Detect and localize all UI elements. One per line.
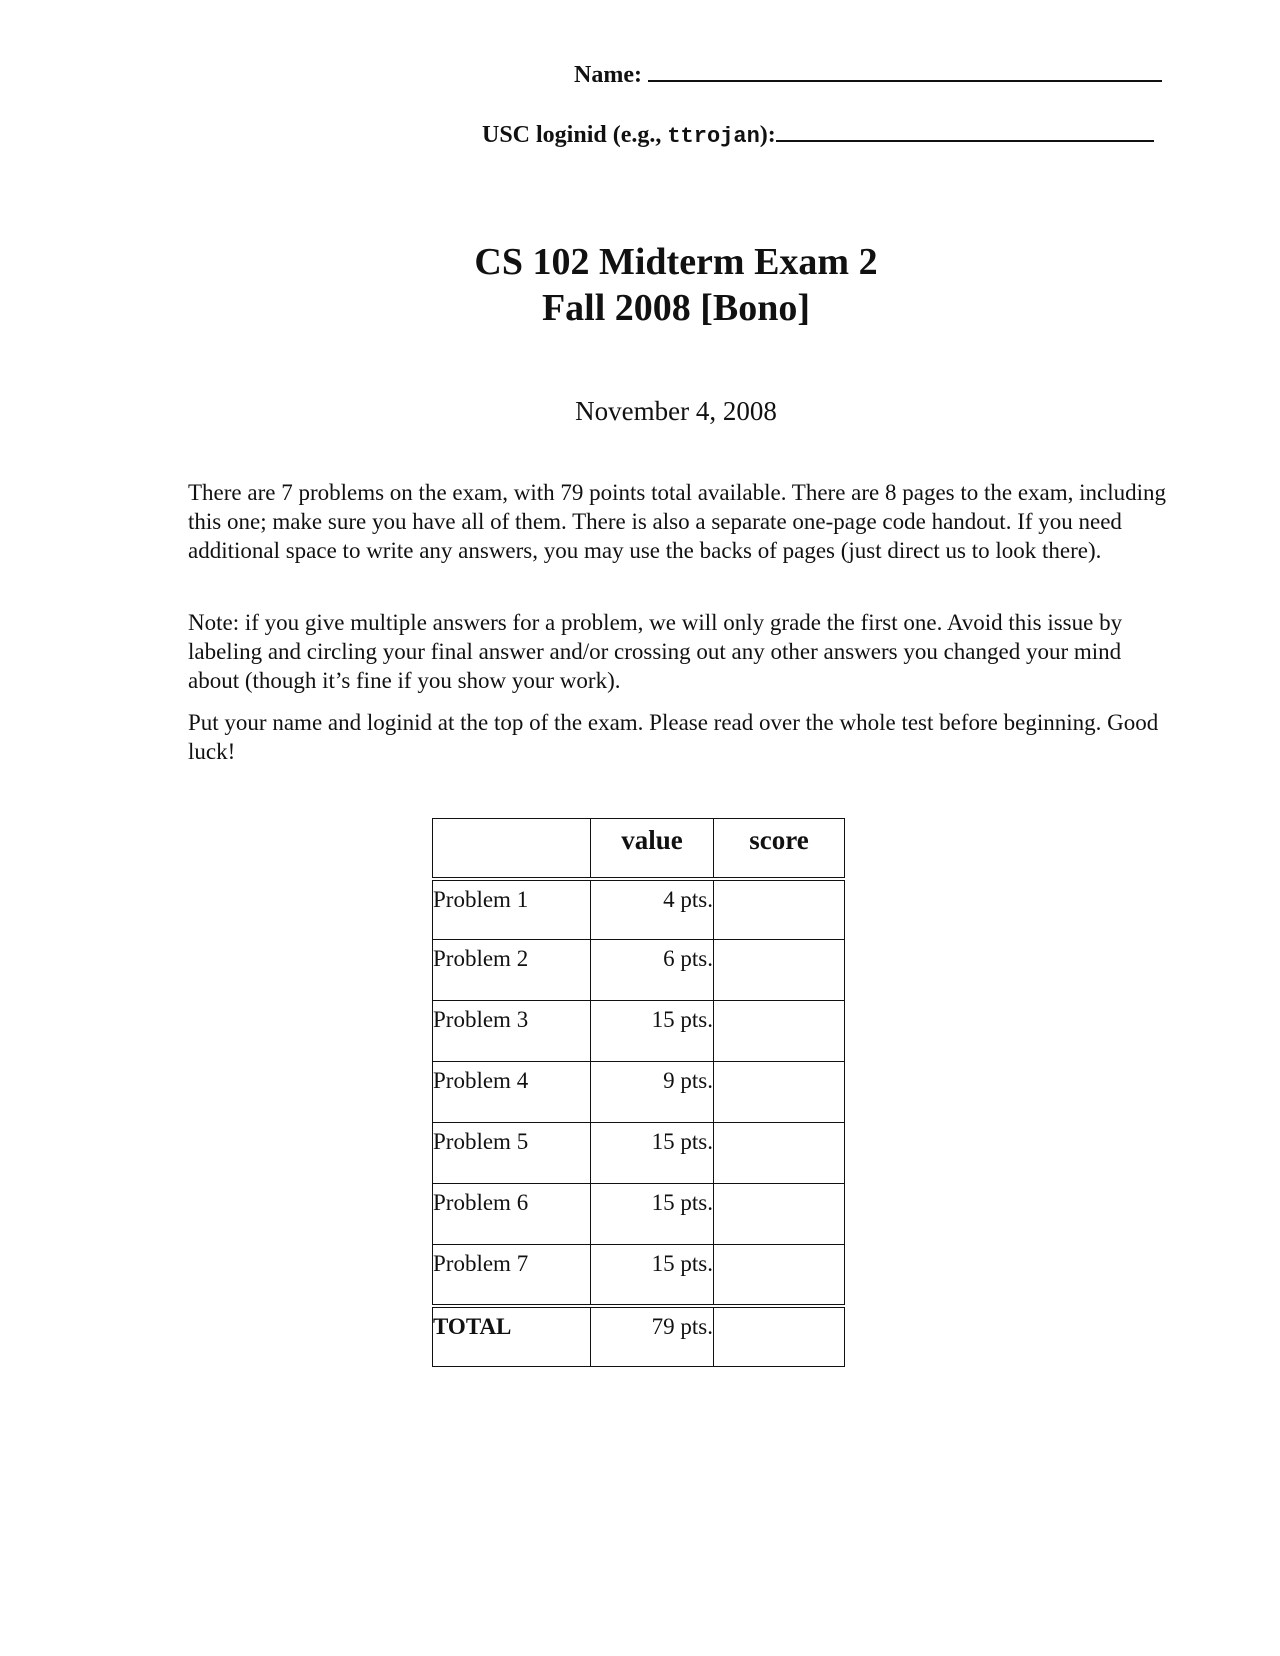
- instructions-paragraph: Note: if you give multiple answers for a problem, we will only grade the first one. Avoid this issue by labeling and circling your final answer and/or crossing out any other answers you changed your mind about (though it’s fine if you show your work).: [188, 610, 1123, 693]
- instructions-paragraph: There are 7 problems on the exam, with 79 points total available. There are 8 pages to the exam, including this one; make sure you have all of them. There is also a separate one-page code handout. If you need additional space to write any answers, you may use the backs of pages (just direct us to look there).: [188, 480, 1167, 563]
- problem-score-cell: [714, 1123, 845, 1184]
- loginid-field: [482, 122, 1154, 149]
- exam-date: November 4, 2008: [575, 396, 777, 426]
- problem-score-cell: [714, 1245, 845, 1306]
- table-row: [433, 1123, 845, 1184]
- problem-label: Problem 4: [433, 1062, 591, 1123]
- problem-value: 15 pts.: [591, 1123, 714, 1184]
- table-row: [433, 1184, 845, 1245]
- problem-value: 15 pts.: [591, 1245, 714, 1306]
- problem-score-cell: [714, 1184, 845, 1245]
- name-blank-line: [648, 62, 1162, 82]
- total-row: [433, 1306, 845, 1367]
- total-label: TOTAL: [433, 1306, 591, 1367]
- problem-label: Problem 7: [433, 1245, 591, 1306]
- exam-title: CS 102 Midterm Exam 2: [474, 241, 878, 283]
- problem-label: Problem 5: [433, 1123, 591, 1184]
- total-value: 79 pts.: [591, 1306, 714, 1367]
- problem-label: Problem 3: [433, 1001, 591, 1062]
- loginid-label-suffix: ):: [759, 122, 776, 148]
- problem-label: Problem 2: [433, 940, 591, 1001]
- problem-value: 4 pts.: [591, 879, 714, 940]
- problem-label: Problem 1: [433, 879, 591, 940]
- table-row: [433, 879, 845, 940]
- header-score: score: [714, 819, 845, 879]
- problem-score-cell: [714, 940, 845, 1001]
- total-score-cell: [714, 1306, 845, 1367]
- problem-value: 6 pts.: [591, 940, 714, 1001]
- header-blank-cell: [433, 819, 591, 879]
- problem-label: Problem 6: [433, 1184, 591, 1245]
- problem-score-cell: [714, 1001, 845, 1062]
- instructions-paragraph: Put your name and loginid at the top of the exam. Please read over the whole test before beginning. Good luck!: [188, 710, 1159, 764]
- name-label: Name:: [574, 62, 642, 88]
- exam-subtitle: Fall 2008 [Bono]: [541, 287, 811, 329]
- loginid-blank-line: [776, 122, 1154, 142]
- table-row: [433, 1062, 845, 1123]
- score-table-header-row: [433, 819, 845, 879]
- problem-score-cell: [714, 879, 845, 940]
- table-row: [433, 1001, 845, 1062]
- loginid-example: ttrojan: [667, 124, 760, 149]
- table-row: [433, 940, 845, 1001]
- problem-value: 9 pts.: [591, 1062, 714, 1123]
- problem-score-cell: [714, 1062, 845, 1123]
- score-table: [432, 818, 845, 1367]
- problem-value: 15 pts.: [591, 1184, 714, 1245]
- problem-value: 15 pts.: [591, 1001, 714, 1062]
- loginid-label-prefix: USC loginid (e.g.,: [482, 122, 668, 148]
- header-value: value: [591, 819, 714, 879]
- name-field: [574, 62, 1162, 89]
- table-row: [433, 1245, 845, 1306]
